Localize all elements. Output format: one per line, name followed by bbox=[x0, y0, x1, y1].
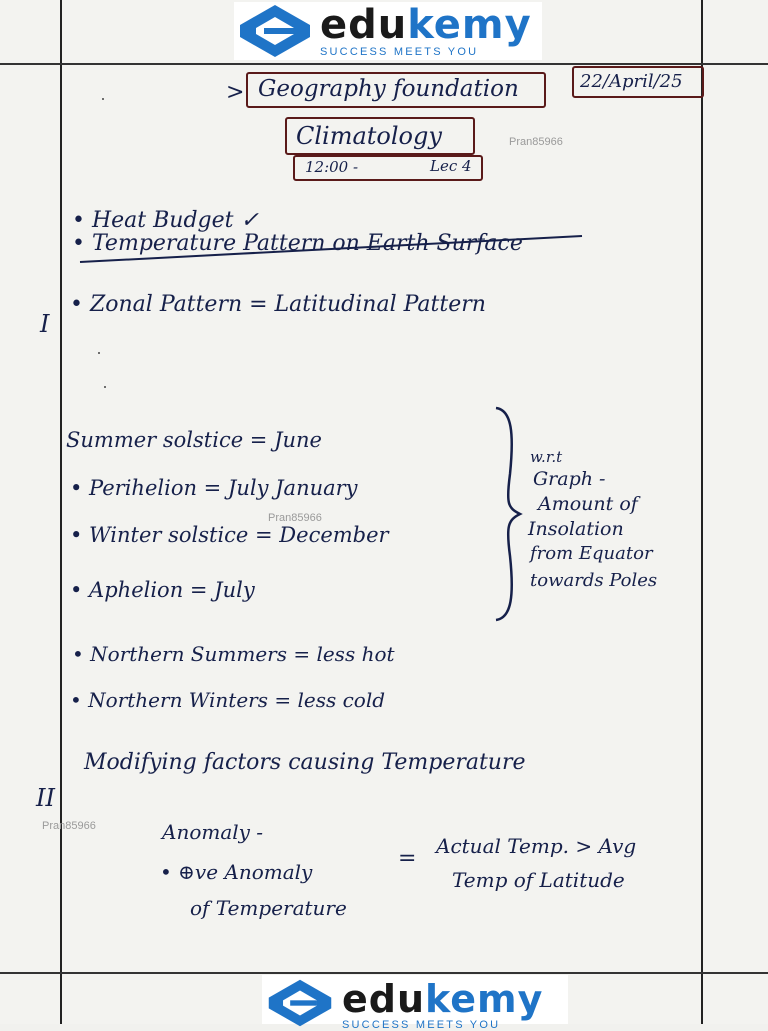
curly-bracket bbox=[490, 404, 524, 624]
edukemy-e-icon bbox=[264, 978, 336, 1028]
brand-tagline: SUCCESS MEETS YOU bbox=[320, 45, 479, 58]
topic-heat-budget: • Heat Budget ✓ bbox=[72, 208, 259, 233]
summer-solstice-line: Summer solstice = June bbox=[66, 428, 322, 452]
modifying-factors-line: Modifying factors causing Temperature bbox=[84, 750, 526, 775]
side-note-line-1: w.r.t bbox=[530, 448, 563, 466]
watermark: Pran85966 bbox=[509, 136, 563, 148]
edukemy-logo-top bbox=[234, 2, 542, 60]
top-rule bbox=[0, 63, 768, 65]
section-one-numeral: I bbox=[40, 310, 50, 338]
winter-solstice-line: • Winter solstice = December bbox=[70, 523, 389, 547]
header-arrow: > bbox=[226, 80, 245, 105]
positive-anomaly-line: • ⊕ve Anomaly bbox=[160, 860, 313, 884]
actual-temp-line: Actual Temp. > Avg bbox=[436, 834, 637, 858]
aphelion-line: • Aphelion = July bbox=[70, 578, 255, 602]
bottom-rule bbox=[0, 972, 768, 974]
topic-temperature-pattern: • Temperature Pattern on Earth Surface bbox=[72, 231, 523, 256]
left-margin-line bbox=[60, 0, 62, 1024]
side-note-line-3: Amount of bbox=[538, 493, 638, 515]
watermark: Pran85966 bbox=[42, 820, 96, 832]
edukemy-e-icon bbox=[236, 3, 314, 59]
temp-of-latitude-line: Temp of Latitude bbox=[452, 868, 625, 892]
lecture-time: 12:00 - bbox=[305, 158, 359, 176]
of-temperature-line: of Temperature bbox=[190, 896, 347, 920]
brand-text-edu: edu bbox=[320, 1, 408, 48]
northern-summers-line: • Northern Summers = less hot bbox=[72, 642, 395, 666]
lecture-date: 22/April/25 bbox=[580, 71, 683, 92]
brand-tagline: SUCCESS MEETS YOU bbox=[342, 1019, 501, 1031]
zonal-pattern-line: • Zonal Pattern = Latitudinal Pattern bbox=[70, 292, 486, 317]
side-note-line-6: towards Poles bbox=[530, 570, 658, 591]
right-margin-line bbox=[701, 0, 703, 1024]
perihelion-line: • Perihelion = July January bbox=[70, 476, 358, 500]
watermark: Pran85966 bbox=[268, 512, 322, 524]
topic-title: Climatology bbox=[296, 122, 442, 150]
northern-winters-line: • Northern Winters = less cold bbox=[70, 688, 386, 712]
side-note-line-2: Graph - bbox=[533, 468, 606, 490]
edukemy-logo-bottom bbox=[262, 975, 568, 1031]
section-two-numeral: II bbox=[36, 784, 55, 812]
brand-text-kemy: kemy bbox=[407, 1, 532, 48]
underline-stroke bbox=[70, 228, 590, 268]
side-note-line-5: from Equator bbox=[530, 543, 653, 564]
side-note-line-4: Insolation bbox=[528, 518, 624, 540]
brand-text-edu: edu bbox=[342, 977, 426, 1021]
equals-sign: = bbox=[398, 846, 417, 871]
subject-title: Geography foundation bbox=[258, 76, 519, 102]
brand-text-kemy: kemy bbox=[425, 977, 544, 1021]
lecture-number: Lec 4 bbox=[430, 157, 472, 175]
anomaly-heading: Anomaly - bbox=[162, 820, 264, 844]
